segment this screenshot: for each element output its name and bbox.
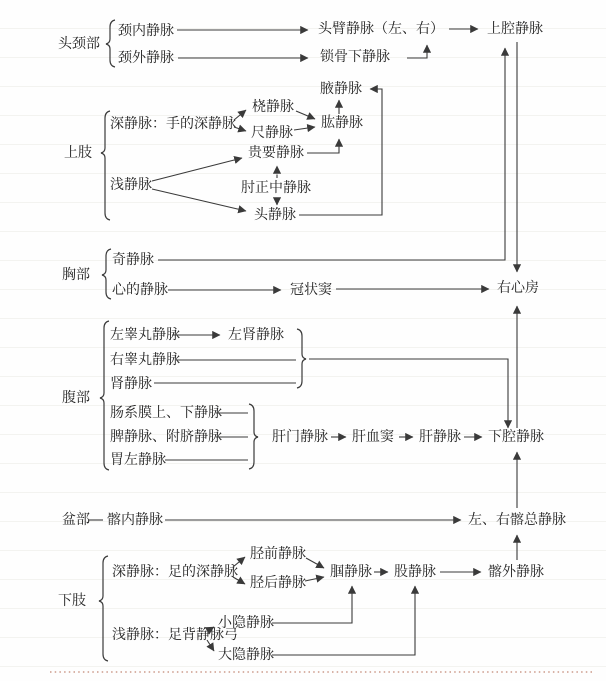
node-hepatic-sinusoid: 肝血窦 bbox=[352, 429, 394, 445]
edge-radial-to-brachial bbox=[296, 111, 315, 119]
edge-great-saphenous-to-femoral bbox=[272, 586, 415, 655]
edge-renal-group-to-ivc bbox=[309, 359, 508, 428]
brace-renal-group bbox=[297, 329, 306, 388]
region-label-lowerlimb: 下肢 bbox=[58, 593, 86, 609]
node-cephalic: 头静脉 bbox=[254, 207, 296, 223]
region-label-headneck: 头颈部 bbox=[58, 36, 100, 52]
node-small-saphenous: 小隐静脉 bbox=[218, 615, 274, 631]
region-label-pelvis: 盆部 bbox=[62, 512, 90, 528]
brace-portal-group bbox=[249, 404, 258, 469]
node-coronary-sinus: 冠状窦 bbox=[290, 282, 332, 298]
brace-lowerlimb bbox=[99, 556, 108, 661]
node-right-testicular: 右睾丸静脉 bbox=[110, 352, 180, 368]
node-renal: 肾静脉 bbox=[110, 376, 152, 392]
node-median-cubital: 肘正中静脉 bbox=[241, 180, 311, 196]
edge-subclavian-to-brachiocephalic bbox=[407, 45, 427, 58]
node-svc: 上腔静脉 bbox=[487, 21, 543, 37]
node-ulnar: 尺静脉 bbox=[251, 125, 293, 141]
brace-chest bbox=[102, 249, 111, 299]
node-mesenteric: 肠系膜上、下静脉 bbox=[110, 405, 222, 421]
node-great-saphenous: 大隐静脉 bbox=[218, 647, 274, 663]
edge-anterior-tibial-to-popliteal bbox=[306, 558, 324, 568]
node-external-iliac: 髂外静脉 bbox=[488, 564, 544, 580]
node-cardiac-veins: 心的静脉 bbox=[112, 282, 168, 298]
node-left-renal: 左肾静脉 bbox=[228, 327, 284, 343]
node-right-atrium: 右心房 bbox=[497, 280, 539, 296]
node-external-jugular: 颈外静脉 bbox=[118, 50, 174, 66]
node-brachial: 肱静脉 bbox=[321, 115, 363, 131]
brace-abdomen bbox=[100, 321, 109, 470]
node-hepatic: 肝静脉 bbox=[419, 429, 461, 445]
region-label-upperlimb: 上肢 bbox=[64, 145, 92, 161]
node-posterior-tibial: 胫后静脉 bbox=[250, 575, 306, 591]
node-deep-foot-veins: 深静脉：足的深静脉 bbox=[112, 564, 238, 580]
node-azygos: 奇静脉 bbox=[112, 252, 154, 268]
node-subclavian: 锁骨下静脉 bbox=[320, 49, 390, 65]
node-brachiocephalic: 头臂静脉（左、右） bbox=[318, 21, 444, 37]
region-label-chest: 胸部 bbox=[62, 267, 90, 283]
node-hepatic-portal: 肝门静脉 bbox=[272, 429, 328, 445]
region-label-abdomen: 腹部 bbox=[62, 390, 90, 406]
brace-headneck bbox=[106, 20, 115, 67]
edge-ulnar-to-brachial bbox=[294, 127, 315, 130]
node-left-testicular: 左睾丸静脉 bbox=[110, 327, 180, 343]
node-internal-jugular: 颈内静脉 bbox=[118, 23, 174, 39]
node-axillary: 腋静脉 bbox=[320, 81, 362, 97]
edge-deepfoot-to-anterior-tibial bbox=[233, 557, 245, 567]
edge-cephalic-to-axillary bbox=[299, 89, 382, 215]
node-popliteal: 腘静脉 bbox=[330, 564, 372, 580]
edge-superficial-to-cephalic bbox=[152, 189, 246, 211]
edge-basilic-to-brachial bbox=[307, 139, 339, 153]
brace-upperlimb bbox=[101, 111, 110, 220]
node-superficial-upper: 浅静脉 bbox=[110, 177, 152, 193]
node-ivc: 下腔静脉 bbox=[488, 429, 544, 445]
edge-azygos-to-svc bbox=[158, 48, 505, 260]
node-left-gastric: 胃左静脉 bbox=[110, 452, 166, 468]
node-common-iliac: 左、右髂总静脉 bbox=[468, 512, 566, 528]
edge-deepfoot-to-posterior-tibial bbox=[233, 577, 245, 584]
edge-posterior-tibial-to-popliteal bbox=[305, 577, 324, 581]
edge-superficial-to-basilic bbox=[152, 158, 242, 181]
node-anterior-tibial: 胫前静脉 bbox=[250, 546, 306, 562]
node-radial: 桡静脉 bbox=[252, 99, 294, 115]
node-femoral: 股静脉 bbox=[394, 564, 436, 580]
edge-deephand-to-radial bbox=[234, 110, 246, 120]
node-basilic: 贵要静脉 bbox=[248, 145, 304, 161]
edge-small-saphenous-to-popliteal bbox=[272, 586, 352, 623]
node-dorsal-venous-arch: 浅静脉：足背静脉弓 bbox=[112, 627, 238, 643]
node-splenic-paraumbilical: 脾静脉、附脐静脉 bbox=[110, 429, 222, 445]
node-internal-iliac: 髂内静脉 bbox=[107, 512, 163, 528]
node-deep-hand-veins: 深静脉：手的深静脉 bbox=[110, 116, 236, 132]
